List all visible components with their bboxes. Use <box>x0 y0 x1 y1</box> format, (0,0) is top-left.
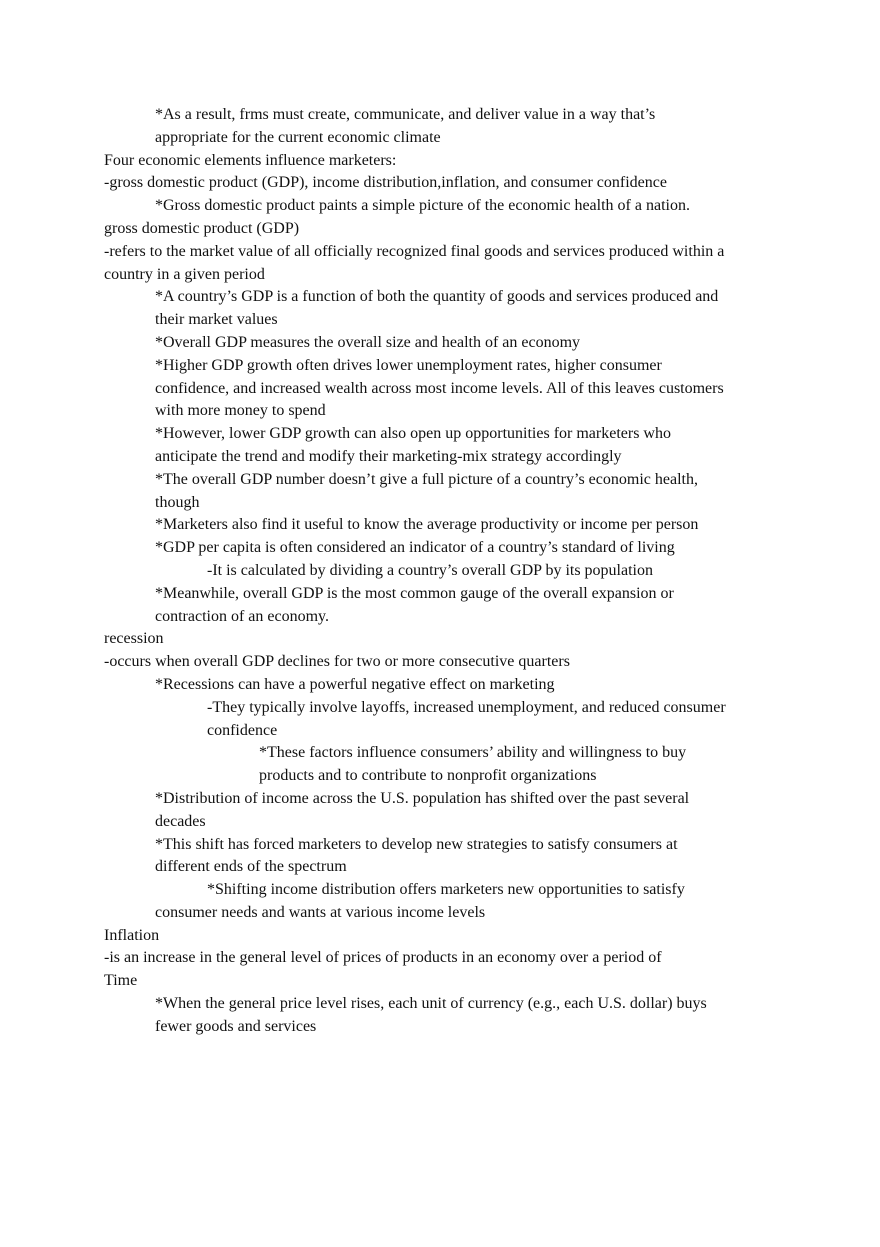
text-line: *Recessions can have a powerful negative effect on marketing <box>155 675 555 693</box>
text-line: gross domestic product (GDP) <box>104 219 300 237</box>
text-line: with more money to spend <box>155 402 326 420</box>
text-line: Inflation <box>104 926 160 944</box>
text-line: -It is calculated by dividing a country’s overall GDP by its population <box>207 561 653 579</box>
text-line: -is an increase in the general level of prices of products in an economy over a period of <box>104 949 662 967</box>
text-line: *GDP per capita is often considered an indicator of a country’s standard of living <box>155 539 675 557</box>
text-line: anticipate the trend and modify their marketing-mix strategy accordingly <box>155 447 622 465</box>
text-line: *However, lower GDP growth can also open up opportunities for marketers who <box>155 425 671 443</box>
text-line: *This shift has forced marketers to develop new strategies to satisfy consumers at <box>155 835 678 853</box>
text-line: *When the general price level rises, each unit of currency (e.g., each U.S. dollar) buys <box>155 995 707 1013</box>
text-line: contraction of an economy. <box>155 607 330 625</box>
text-line: -gross domestic product (GDP), income distribution,inflation, and consumer confidence <box>104 174 667 192</box>
text-line: decades <box>155 812 206 830</box>
text-line: different ends of the spectrum <box>155 858 347 876</box>
text-line: recession <box>104 630 164 648</box>
text-line: *These factors influence consumers’ ability and willingness to buy <box>259 744 687 762</box>
text-line: *Gross domestic product paints a simple picture of the economic health of a nation. <box>155 197 690 215</box>
text-line: *Distribution of income across the U.S. population has shifted over the past several <box>155 789 690 807</box>
text-line: *As a result, frms must create, communicate, and deliver value in a way that’s <box>155 106 656 123</box>
text-line: products and to contribute to nonprofit organizations <box>259 767 597 785</box>
text-line: *Meanwhile, overall GDP is the most common gauge of the overall expansion or <box>155 584 674 602</box>
text-line: fewer goods and services <box>155 1017 317 1035</box>
text-line: -They typically involve layoffs, increased unemployment, and reduced consumer <box>207 698 726 716</box>
text-line: -occurs when overall GDP declines for two or more consecutive quarters <box>104 653 570 671</box>
text-line: their market values <box>155 311 278 329</box>
text-line: consumer needs and wants at various income levels <box>155 903 486 921</box>
document-page <box>0 104 880 1039</box>
text-line: confidence, and increased wealth across most income levels. All of this leaves customers <box>155 379 724 397</box>
text-line: Time <box>104 972 138 990</box>
text-line: *The overall GDP number doesn’t give a full picture of a country’s economic health, <box>155 470 698 488</box>
text-line: Four economic elements influence marketers: <box>104 151 397 169</box>
text-line: confidence <box>207 721 278 739</box>
text-line: *Shifting income distribution offers marketers new opportunities to satisfy <box>207 881 685 899</box>
text-line: country in a given period <box>104 265 265 283</box>
text-line: *Higher GDP growth often drives lower unemployment rates, higher consumer <box>155 356 662 374</box>
text-line: *A country’s GDP is a function of both the quantity of goods and services produced and <box>155 288 719 306</box>
text-line: though <box>155 493 200 511</box>
text-line: *Overall GDP measures the overall size and health of an economy <box>155 333 581 351</box>
text-line: appropriate for the current economic climate <box>155 128 441 146</box>
text-line: -refers to the market value of all officially recognized final goods and services produced within a <box>104 242 725 260</box>
text-line: *Marketers also find it useful to know the average productivity or income per person <box>155 516 699 534</box>
